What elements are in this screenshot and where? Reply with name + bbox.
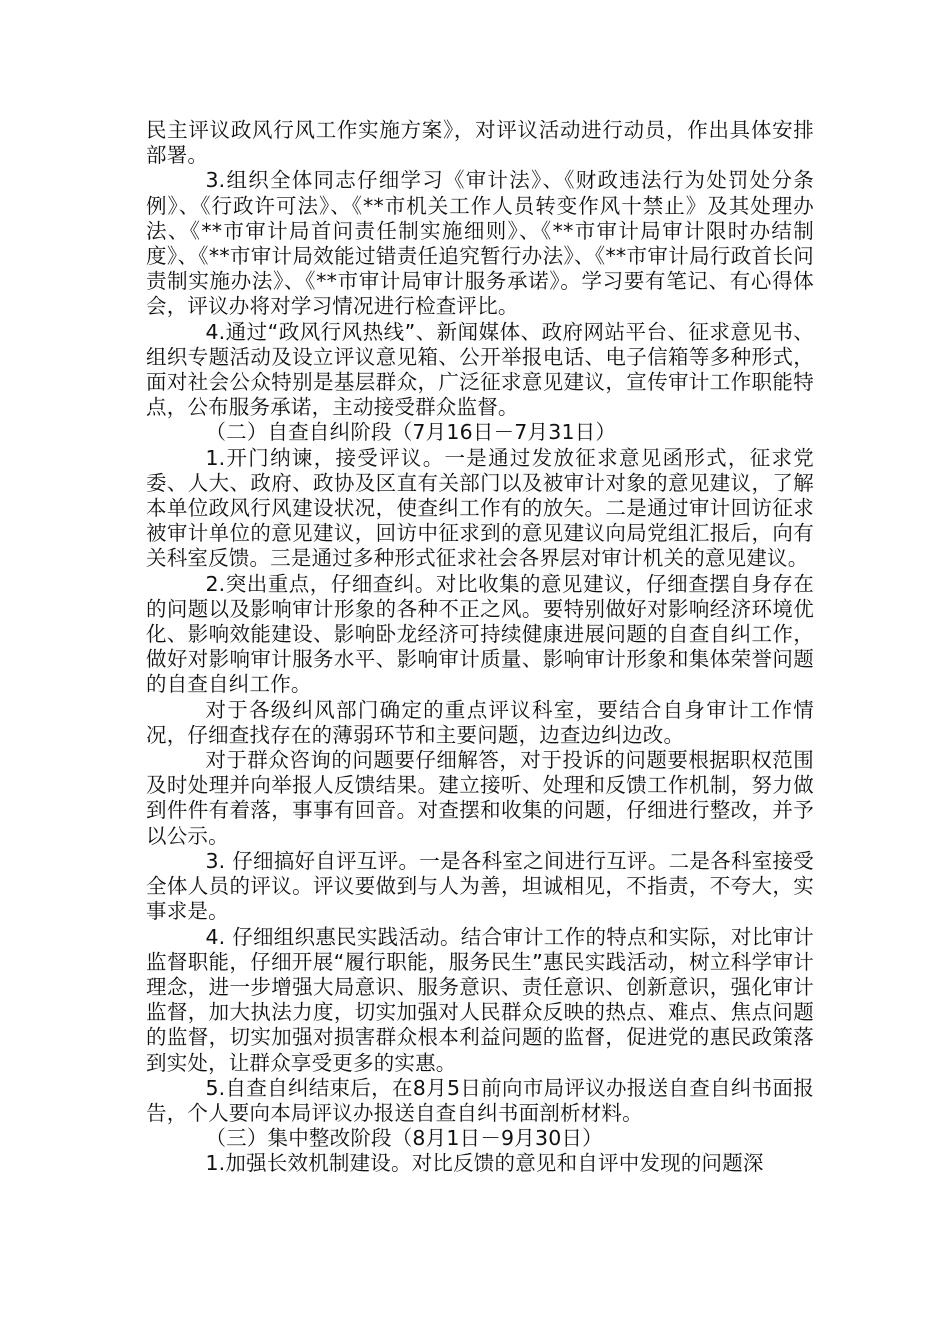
paragraph-item-1-mechanism: 1.加强长效机制建设。对比反馈的意见和自评中发现的问题深 [205, 1151, 764, 1176]
paragraph-item-4-public-service: 4. 仔细组织惠民实践活动。结合审计工作的特点和实际，对比审计监督职能，仔细开展“履行职能，服务民生”惠民实践活动，树立科学审计理念，进一步增强大局意识、服务意识、责任意识、创新意识，强化审计监督，加大执法力度，切实加强对人民群众反映的热点、难点、焦点问题的监督，切实加强对损害群众根本利益问题的监督，促进党的惠民政策落到实处，让群众享受更多的实惠。 [146, 924, 814, 1075]
paragraph-public-inquiries: 对于群众咨询的问题要仔细解答，对于投诉的问题要根据职权范围及时处理并向举报人反馈结果。建立接听、处理和反馈工作机制，努力做到件件有着落，事事有回音。对查摆和收集的问题，仔细进行整改，并予以公示。 [146, 748, 814, 848]
paragraph-item-1-open-review: 1.开门纳谏，接受评议。一是通过发放征求意见函形式，征求党委、人大、政府、政协及区直有关部门以及被审计对象的意见建议，了解本单位政风行风建设状况，使查纠工作有的放矢。二是通过审计回访征求被审计单位的意见建议，回访中征求到的意见建议向局党组汇报后，向有关科室反馈。三是通过多种形式征求社会各界层对审计机关的意见建议。 [146, 445, 814, 571]
paragraph-key-departments: 对于各级纠风部门确定的重点评议科室，要结合自身审计工作情况，仔细查找存在的薄弱环节和主要问题，边查边纠边改。 [146, 697, 814, 747]
paragraph-item-3-study: 3.组织全体同志仔细学习《审计法》、《财政违法行为处罚处分条例》、《行政许可法》、《**市机关工作人员转变作风十禁止》及其处理办法、《**市审计局首问责任制实施细则》、《**市审计局审计限时办结制度》、《**市审计局效能过错责任追究暂行办法》、《**市审计局行政首长问责制实施办法》、《**市审计局审计服务承诺》。学习要有笔记、有心得体会，评议办将对学习情况进行检查评比。 [146, 168, 814, 319]
section-heading-rectification: （三）集中整改阶段（8月1日－9月30日） [205, 1126, 603, 1151]
section-heading-self-check: （二）自查自纠阶段（7月16日－7月31日） [205, 420, 617, 445]
paragraph-item-2-key-points: 2.突出重点，仔细查纠。对比收集的意见建议，仔细查摆自身存在的问题以及影响审计形象的各种不正之风。要特别做好对影响经济环境优化、影响效能建设、影响卧龙经济可持续健康进展问题的自查自纠工作，做好对影响审计服务水平、影响审计质量、影响审计形象和集体荣誉问题的自查自纠工作。 [146, 571, 814, 697]
paragraph-item-5-report: 5.自查自纠结束后，在8月5日前向市局评议办报送自查自纠书面报告，个人要向本局评议办报送自查自纠书面剖析材料。 [146, 1075, 814, 1125]
paragraph-item-3-mutual-review: 3. 仔细搞好自评互评。一是各科室之间进行互评。二是各科室接受全体人员的评议。评议要做到与人为善，坦诚相见，不指责，不夸大，实事求是。 [146, 848, 814, 924]
paragraph-continuation: 民主评议政风行风工作实施方案》，对评议活动进行动员，作出具体安排部署。 [146, 118, 814, 168]
paragraph-item-4-feedback: 4.通过“政风行风热线”、新闻媒体、政府网站平台、征求意见书、组织专题活动及设立评议意见箱、公开举报电话、电子信箱等多种形式，面对社会公众特别是基层群众，广泛征求意见建议，宣传审计工作职能特点，公布服务承诺，主动接受群众监督。 [146, 319, 814, 420]
document-body [146, 118, 814, 1177]
